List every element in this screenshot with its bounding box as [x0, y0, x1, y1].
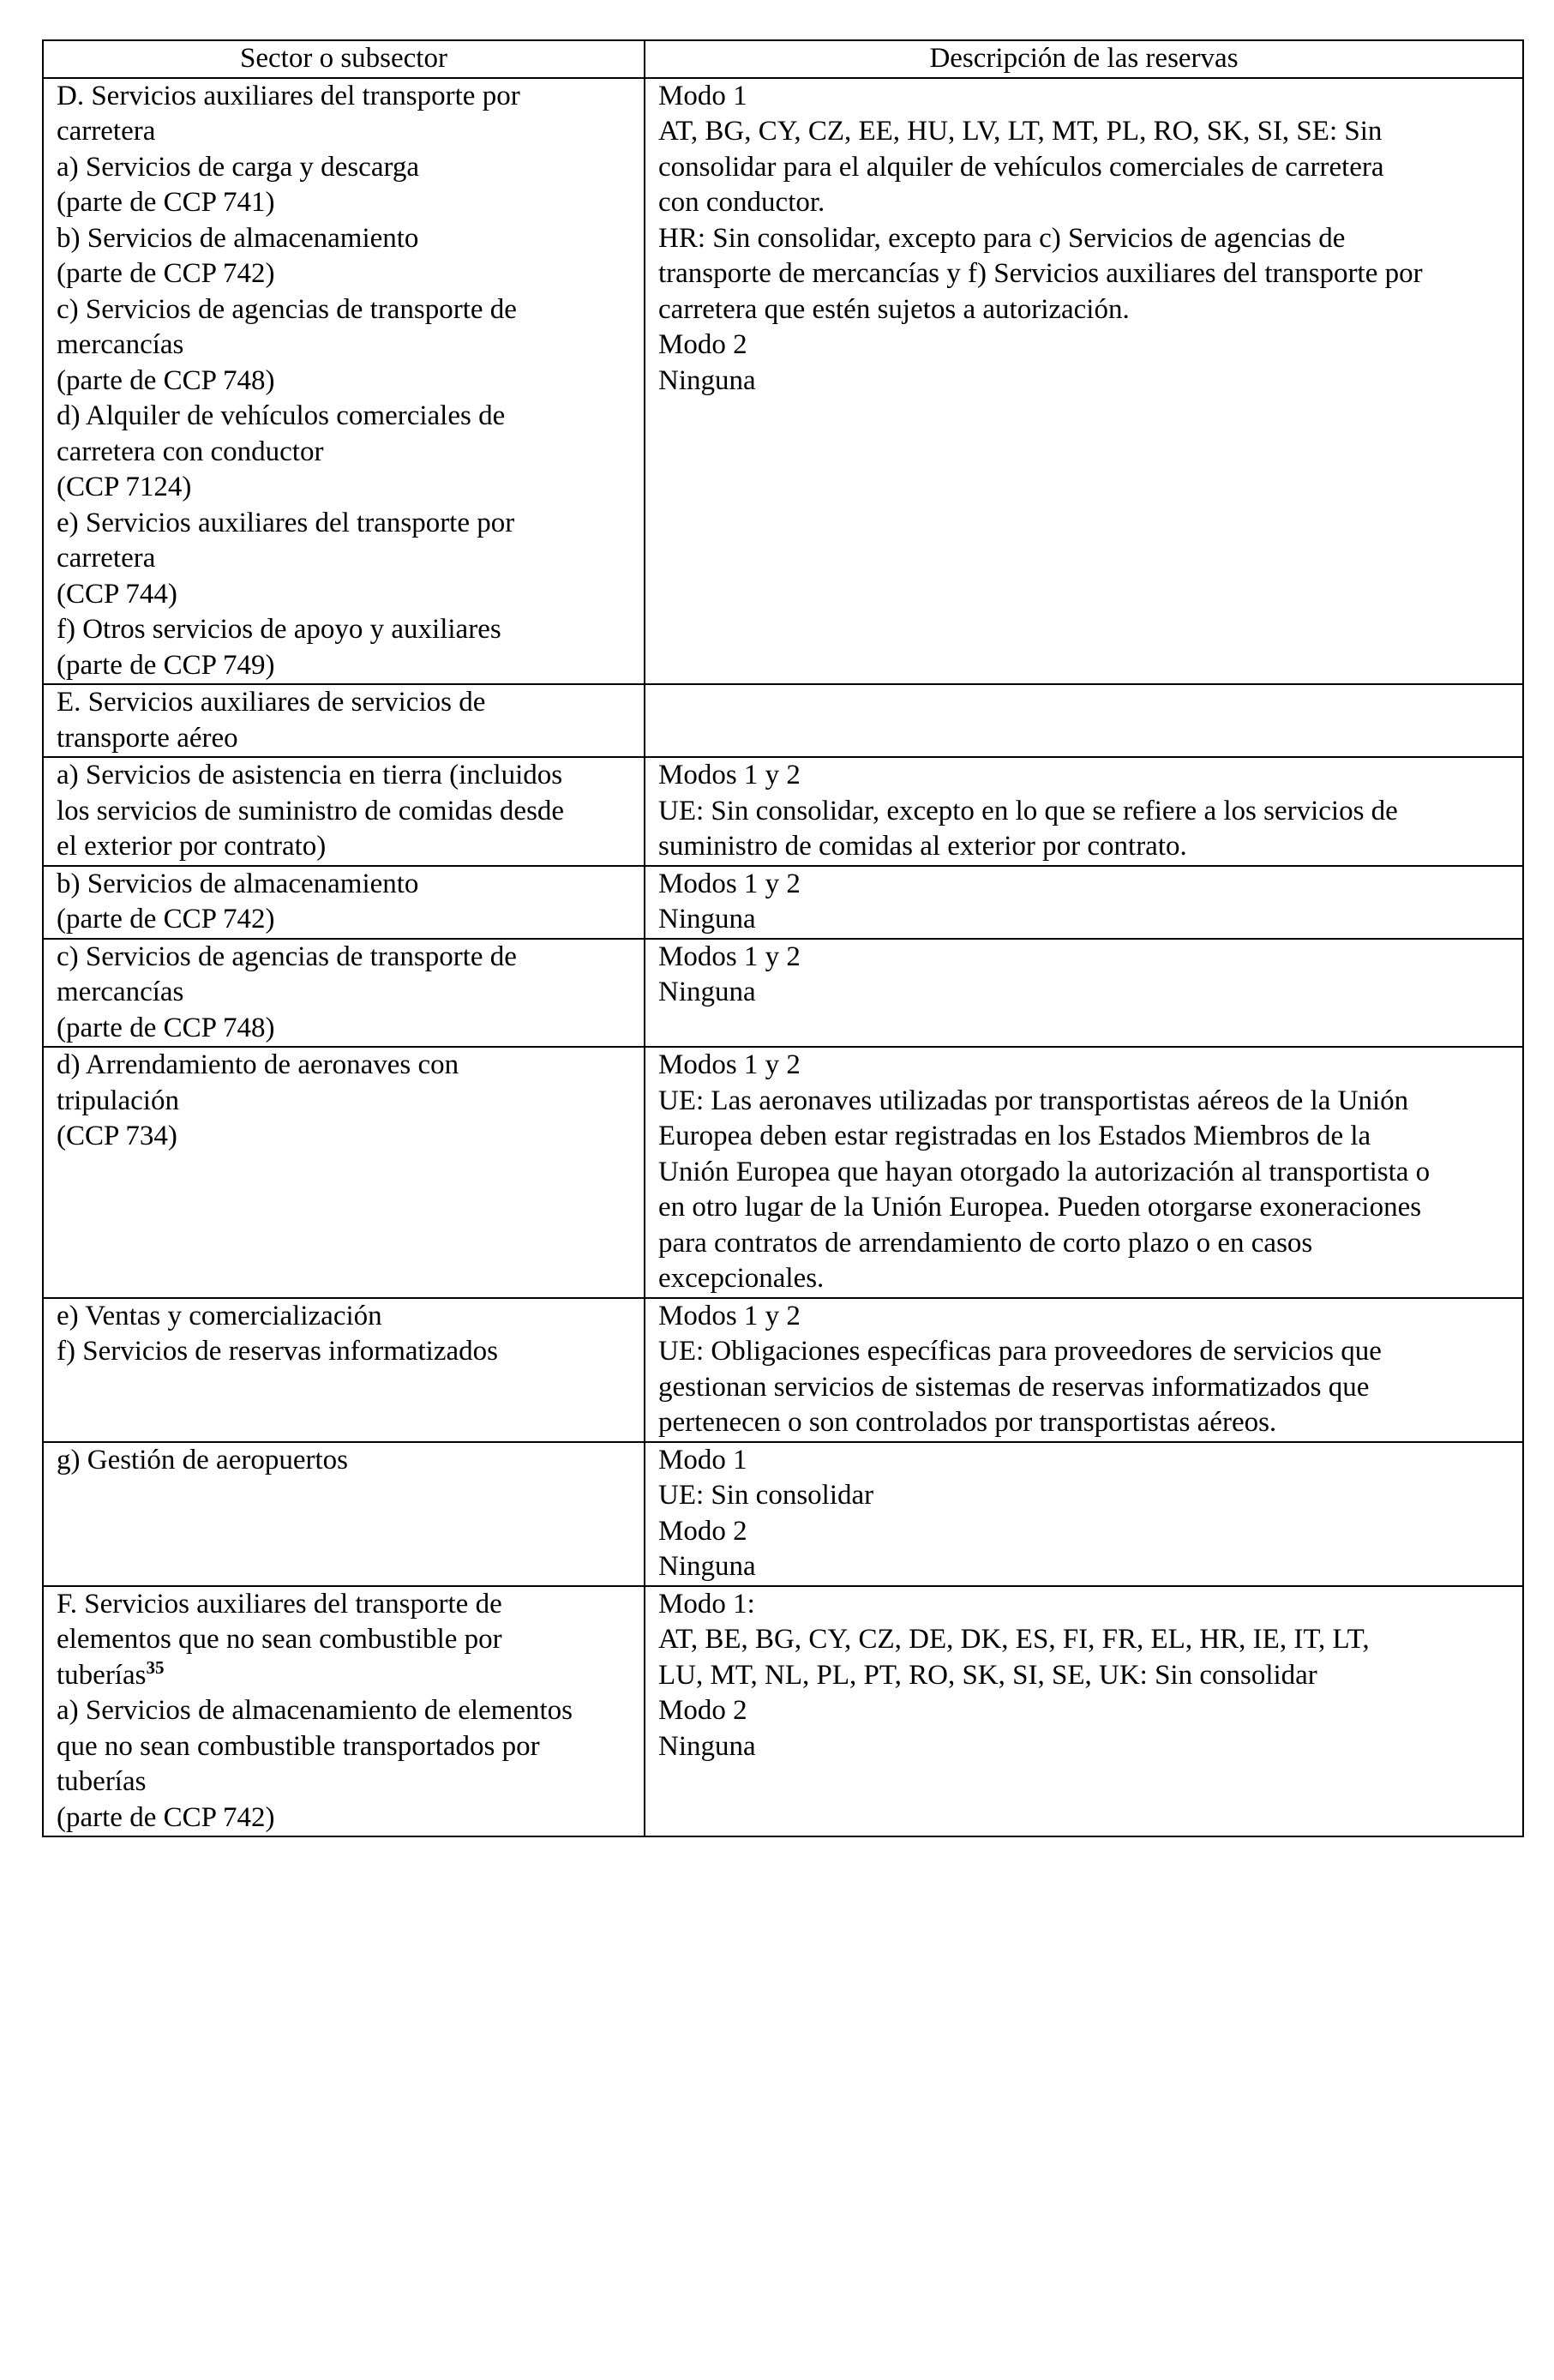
- reservas-cell-line: [658, 1370, 1514, 1406]
- sector-cell-line: [57, 1658, 635, 1694]
- sector-cell-line: [57, 399, 635, 435]
- sector-cell-line: [57, 1764, 635, 1800]
- reservas-cell-line: [658, 975, 1514, 1011]
- sector-cell-text: c) Servicios de agencias de transporte de: [57, 941, 517, 972]
- sector-cell-line: [57, 1048, 635, 1084]
- reservas-cell-line: [658, 150, 1514, 186]
- sector-cell-line: [57, 470, 635, 506]
- sector-cell-text: tripulación: [57, 1085, 179, 1116]
- reservas-cell-text: Ninguna: [658, 1551, 756, 1582]
- sector-cell-line: [57, 577, 635, 613]
- sector-cell: [43, 1047, 645, 1298]
- reservas-cell-text: gestionan servicios de sistemas de reservas informatizados que: [658, 1371, 1370, 1403]
- sector-cell: [43, 1298, 645, 1442]
- reservas-cell-line: [658, 221, 1514, 257]
- reservas-cell-line: [658, 1155, 1514, 1191]
- sector-cell-text: (CCP 7124): [57, 472, 192, 502]
- sector-cell-text: elementos que no sean combustible por: [57, 1624, 502, 1655]
- reservas-cell-text: Modo 2: [658, 329, 747, 360]
- sector-cell-text: b) Servicios de almacenamiento: [57, 222, 419, 254]
- reservas-cell-text: Ninguna: [658, 364, 756, 396]
- sector-cell-line: [57, 1084, 635, 1120]
- sector-cell-line: [57, 435, 635, 471]
- sector-cell-line: [57, 1800, 635, 1836]
- sector-cell-line: [57, 794, 635, 830]
- reservas-cell-text: pertenecen o son controlados por transportistas aéreos.: [658, 1407, 1277, 1438]
- reservas-cell: [645, 939, 1523, 1048]
- sector-cell-text: f) Servicios de reservas informatizados: [57, 1336, 498, 1367]
- reservas-cell-text: Modo 1: [658, 80, 747, 111]
- sector-cell-text: (parte de CCP 742): [57, 904, 275, 935]
- sector-cell-text: tuberías: [57, 1766, 147, 1797]
- reservas-cell-text: Modos 1 y 2: [658, 1300, 801, 1331]
- reservas-cell-line: [658, 79, 1514, 115]
- sector-cell-line: [57, 975, 635, 1011]
- reservas-cell-line: [658, 1587, 1514, 1623]
- reservas-cell-line: [658, 902, 1514, 938]
- sector-cell: [43, 1442, 645, 1586]
- reservas-cell-line: [658, 867, 1514, 903]
- table-header-row: [43, 40, 1523, 78]
- reservas-cell-text: Modos 1 y 2: [658, 1049, 801, 1080]
- sector-cell-text: f) Otros servicios de apoyo y auxiliares: [57, 614, 501, 645]
- sector-cell-text: (CCP 744): [57, 578, 177, 610]
- sector-cell-line: [57, 867, 635, 903]
- reservas-cell-text: carretera que estén sujetos a autorización.: [658, 293, 1130, 325]
- sector-cell: [43, 684, 645, 757]
- reservas-cell-line: [658, 185, 1514, 221]
- reservas-cell-text: UE: Sin consolidar, excepto en lo que se refiere a los servicios de: [658, 795, 1398, 826]
- sector-cell-text: a) Servicios de almacenamiento de elementos: [57, 1695, 573, 1726]
- sector-cell-line: [57, 541, 635, 577]
- reservas-cell-line: [658, 1478, 1514, 1514]
- sector-cell-line: [57, 1299, 635, 1335]
- reservas-cell-line: [658, 794, 1514, 830]
- table-row: [43, 1298, 1523, 1442]
- sector-cell-text: a) Servicios de asistencia en tierra (incluidos: [57, 760, 563, 790]
- reservas-cell-text: transporte de mercancías y f) Servicios auxiliares del transporte por: [658, 258, 1423, 289]
- sector-cell: [43, 78, 645, 685]
- reservas-cell: [645, 78, 1523, 685]
- table-row: [43, 1442, 1523, 1586]
- footnote-marker: 35: [146, 1656, 165, 1678]
- reservas-cell-line: [658, 1443, 1514, 1479]
- sector-cell-text: transporte aéreo: [57, 722, 238, 754]
- reservas-cell-line: [658, 114, 1514, 150]
- sector-cell-line: [57, 1119, 635, 1155]
- sector-cell: [43, 757, 645, 866]
- reservas-cell-text: UE: Obligaciones específicas para proveedores de servicios que: [658, 1336, 1382, 1367]
- reservas-cell-line: [658, 1226, 1514, 1262]
- reservas-cell-text: AT, BG, CY, CZ, EE, HU, LV, LT, MT, PL, RO, SK, SI, SE: Sin: [658, 116, 1383, 147]
- sector-cell-text: c) Servicios de agencias de transporte de: [57, 293, 517, 325]
- sector-cell-text: d) Arrendamiento de aeronaves con: [57, 1049, 459, 1080]
- sector-cell-line: [57, 902, 635, 938]
- sector-cell-line: [57, 758, 635, 794]
- reservas-cell-text: Modos 1 y 2: [658, 760, 801, 790]
- reservas-cell-line: [658, 1084, 1514, 1120]
- reservas-cell-line: [658, 1658, 1514, 1694]
- sector-cell-line: [57, 185, 635, 221]
- sector-cell-text: los servicios de suministro de comidas desde: [57, 795, 565, 826]
- reservas-cell: [645, 1442, 1523, 1586]
- reservas-cell-text: Ninguna: [658, 904, 756, 935]
- reservas-cell-line: [658, 1405, 1514, 1441]
- reservas-cell-text: para contratos de arrendamiento de corto plazo o en casos: [658, 1227, 1313, 1259]
- table-row: [43, 866, 1523, 939]
- reservas-cell-text: Modo 2: [658, 1695, 747, 1726]
- sector-cell-line: [57, 328, 635, 364]
- reservas-cell-text: Modos 1 y 2: [658, 941, 801, 972]
- sector-cell-text: g) Gestión de aeropuertos: [57, 1444, 348, 1475]
- sector-cell-line: [57, 612, 635, 648]
- sector-cell-text: (parte de CCP 748): [57, 364, 275, 396]
- reservas-cell-line: [658, 758, 1514, 794]
- reservations-table: [42, 39, 1524, 1837]
- reservas-cell-text: AT, BE, BG, CY, CZ, DE, DK, ES, FI, FR, EL, HR, IE, IT, LT,: [658, 1624, 1370, 1655]
- sector-cell-text: (parte de CCP 742): [57, 258, 275, 289]
- sector-cell-text: tuberías: [57, 1659, 147, 1691]
- sector-cell-line: [57, 1693, 635, 1729]
- sector-cell-text: mercancías: [57, 329, 184, 360]
- sector-cell-text: que no sean combustible transportados por: [57, 1730, 540, 1762]
- reservas-cell-text: suministro de comidas al exterior por contrato.: [658, 831, 1187, 862]
- table-row: [43, 684, 1523, 757]
- sector-cell-line: [57, 829, 635, 865]
- reservas-cell: [645, 1047, 1523, 1298]
- reservas-cell-text: Europea deben estar registradas en los Estados Miembros de la: [658, 1121, 1371, 1151]
- sector-cell-line: [57, 1334, 635, 1370]
- sector-cell-line: [57, 1622, 635, 1658]
- sector-cell-text: (parte de CCP 749): [57, 649, 275, 681]
- reservas-cell-line: [658, 1261, 1514, 1297]
- sector-cell-text: b) Servicios de almacenamiento: [57, 868, 419, 899]
- reservas-cell-text: Modo 2: [658, 1515, 747, 1547]
- reservas-cell-line: [658, 1048, 1514, 1084]
- table-row: [43, 1047, 1523, 1298]
- reservas-cell-text: en otro lugar de la Unión Europea. Pueden otorgarse exoneraciones: [658, 1192, 1422, 1223]
- sector-cell-line: [57, 648, 635, 684]
- sector-cell-text: e) Servicios auxiliares del transporte por: [57, 507, 515, 538]
- reservas-cell-text: Ninguna: [658, 977, 756, 1007]
- sector-cell: [43, 1586, 645, 1837]
- sector-cell-text: el exterior por contrato): [57, 831, 327, 862]
- reservas-cell-line: [658, 940, 1514, 976]
- reservas-cell-text: Modos 1 y 2: [658, 868, 801, 899]
- reservas-cell-text: Modo 1:: [658, 1588, 755, 1620]
- sector-cell-text: carretera: [57, 116, 156, 147]
- table-row: [43, 757, 1523, 866]
- reservas-cell-line: [658, 1190, 1514, 1226]
- reservas-cell-text: Modo 1: [658, 1444, 747, 1475]
- sector-cell-text: D. Servicios auxiliares del transporte por: [57, 80, 520, 111]
- reservas-cell-text: HR: Sin consolidar, excepto para c) Servicios de agencias de: [658, 222, 1346, 254]
- reservas-cell: [645, 757, 1523, 866]
- sector-cell-line: [57, 114, 635, 150]
- sector-cell-line: [57, 256, 635, 292]
- reservas-cell-line: [658, 829, 1514, 865]
- sector-cell-line: [57, 1443, 635, 1479]
- sector-cell-text: F. Servicios auxiliares del transporte de: [57, 1588, 502, 1620]
- reservas-cell-line: [658, 1119, 1514, 1155]
- sector-cell: [43, 939, 645, 1048]
- reservas-cell-text: UE: Las aeronaves utilizadas por transportistas aéreos de la Unión: [658, 1085, 1409, 1116]
- sector-cell-line: [57, 1587, 635, 1623]
- sector-cell-text: (CCP 734): [57, 1121, 177, 1151]
- header-reservas: Descripción de las reservas: [645, 40, 1523, 78]
- reservas-cell-line: [658, 1693, 1514, 1729]
- reservas-cell-line: [658, 1549, 1514, 1585]
- sector-cell-text: E. Servicios auxiliares de servicios de: [57, 687, 486, 718]
- sector-cell-text: (parte de CCP 742): [57, 1801, 275, 1833]
- sector-cell-text: a) Servicios de carga y descarga: [57, 151, 420, 183]
- table-row: [43, 939, 1523, 1048]
- sector-cell-line: [57, 1729, 635, 1765]
- reservas-cell-text: LU, MT, NL, PL, PT, RO, SK, SI, SE, UK: Sin consolidar: [658, 1659, 1317, 1691]
- reservas-cell-text: UE: Sin consolidar: [658, 1480, 874, 1511]
- sector-cell: [43, 866, 645, 939]
- sector-cell-line: [57, 940, 635, 976]
- sector-cell-text: (parte de CCP 741): [57, 187, 275, 218]
- sector-cell-line: [57, 685, 635, 721]
- sector-cell-line: [57, 150, 635, 186]
- reservas-cell: [645, 1586, 1523, 1837]
- reservas-cell-text: consolidar para el alquiler de vehículos comerciales de carretera: [658, 151, 1384, 183]
- reservas-cell-text: Unión Europea que hayan otorgado la autorización al transportista o: [658, 1156, 1431, 1187]
- sector-cell-text: carretera con conductor: [57, 436, 324, 467]
- sector-cell-line: [57, 364, 635, 400]
- sector-cell-text: carretera: [57, 543, 156, 574]
- sector-cell-line: [57, 1011, 635, 1047]
- reservas-cell-line: [658, 1729, 1514, 1765]
- reservas-cell-text: excepcionales.: [658, 1263, 825, 1294]
- reservas-cell-line: [658, 364, 1514, 400]
- table-row: [43, 78, 1523, 685]
- reservas-cell: [645, 1298, 1523, 1442]
- sector-cell-text: e) Ventas y comercialización: [57, 1300, 382, 1331]
- sector-cell-line: [57, 221, 635, 257]
- reservas-cell-line: [658, 1299, 1514, 1335]
- reservas-cell-text: Ninguna: [658, 1730, 756, 1762]
- reservas-cell: [645, 866, 1523, 939]
- sector-cell-line: [57, 292, 635, 328]
- header-sector: Sector o subsector: [43, 40, 645, 78]
- reservas-cell-line: [658, 1334, 1514, 1370]
- sector-cell-line: [57, 506, 635, 542]
- reservas-cell-text: con conductor.: [658, 187, 825, 218]
- sector-cell-text: mercancías: [57, 977, 184, 1007]
- sector-cell-line: [57, 79, 635, 115]
- sector-cell-line: [57, 721, 635, 757]
- table-row: [43, 1586, 1523, 1837]
- reservas-cell-line: [658, 292, 1514, 328]
- sector-cell-text: (parte de CCP 748): [57, 1012, 275, 1043]
- reservas-cell: [645, 684, 1523, 757]
- reservas-cell-line: [658, 1514, 1514, 1550]
- reservas-cell-line: [658, 256, 1514, 292]
- sector-cell-text: d) Alquiler de vehículos comerciales de: [57, 400, 506, 431]
- reservas-cell-line: [658, 328, 1514, 364]
- reservas-cell-line: [658, 1622, 1514, 1658]
